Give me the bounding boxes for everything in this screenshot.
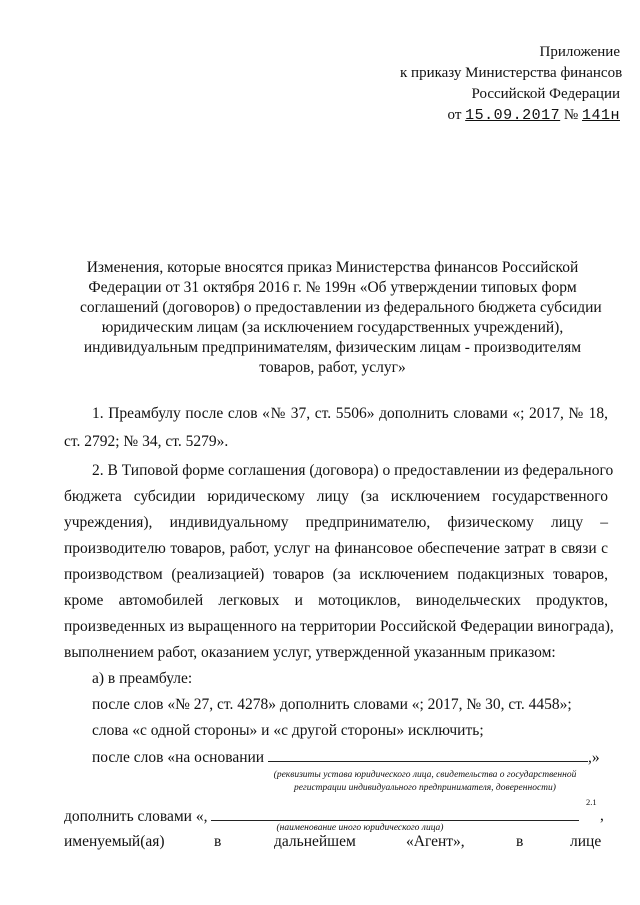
item2-line: производителю товаров, работ, услуг на финансовое обеспечение затрат в связи с [64,540,608,557]
item1-line1: 1. Преамбулу после слов «№ 37, ст. 5506» дополнить словами «; 2017, № 18, [92,405,608,422]
appendix-title: Приложение [539,44,620,60]
item2-line: бюджета субсидии юридическому лицу (за исключением государственного [64,488,608,505]
item2-last-line: выполнением работ, оказанием услуг, утвержденной указанным приказом: [64,644,556,661]
basis-blank-line [268,747,588,762]
date-prefix: от [447,107,462,123]
entity-blank-line [211,806,579,821]
item2-line: производством (реализацией) товаров (за исключением подакцизных товаров, [64,566,608,583]
item2-line: произведенных из выращенного на территории Российской Федерации винограда), [64,618,614,635]
footnote-mark: 2.1 [586,797,597,807]
appendix-order-ref: к приказу Министерства финансов [400,65,623,81]
order-date-stamp: 15.09.2017 [465,107,561,124]
title-line: индивидуальным предпринимателям, физическим лицам - производителям [83,339,582,356]
basis-note-line2: регистрации индивидуального предпринимателя, доверенности) [294,783,556,793]
appendix-header [400,42,623,126]
sub-a-line1: после слов «№ 27, ст. 4278» дополнить словами «; 2017, № 30, ст. 4458»; [92,696,572,713]
last-word-1: именуемый(ая) [64,833,165,850]
order-number-stamp: 141н [581,107,620,124]
title-line: соглашений (договоров) о предоставлении из федерального бюджета субсидии [80,299,602,316]
title-line: Федерации от 31 октября 2016 г. № 199н «Об утверждении типовых форм [88,279,577,296]
title-line: юридическим лицам (за исключением государственных учреждений), [101,319,564,336]
basis-note-line1: (реквизиты устава юридического лица, свидетельства о государственной [273,770,577,780]
sub-a-line3 [92,747,600,768]
document-title [80,258,602,378]
last-word-5: в [516,833,524,850]
line3-prefix: после слов «на основании [92,749,265,766]
item2-line: учреждения), индивидуальному предпринимателю, физическому лицу – [64,514,608,531]
last-word-6: лице [570,833,602,850]
last-word-3: дальнейшем [274,833,356,850]
item1-line2: ст. 2792; № 34, ст. 5279». [64,433,229,450]
line4-prefix: дополнить словами «, [64,808,208,825]
item2-line: 2. В Типовой форме соглашения (договора) о предоставлении из федерального [92,462,614,479]
title-line: Изменения, которые вносятся приказ Министерства финансов Российской [86,259,579,276]
item2-line: кроме автомобилей легковых и мотоциклов, винодельческих продуктов, [64,592,608,609]
line3-suffix: ,» [587,749,600,766]
last-word-2: в [214,833,222,850]
entity-note: (наименование иного юридического лица) [276,823,444,833]
number-prefix: № [563,107,579,123]
appendix-country: Российской Федерации [471,86,620,102]
sub-a-line2: слова «с одной стороны» и «с другой стороны» исключить; [92,722,484,739]
sub-a-heading: а) в преамбуле: [92,670,193,687]
title-line: товаров, работ, услуг» [259,359,406,376]
appendix-date-line [400,105,620,126]
last-word-4: «Агент», [406,833,465,850]
line4-suffix: , [600,807,604,824]
